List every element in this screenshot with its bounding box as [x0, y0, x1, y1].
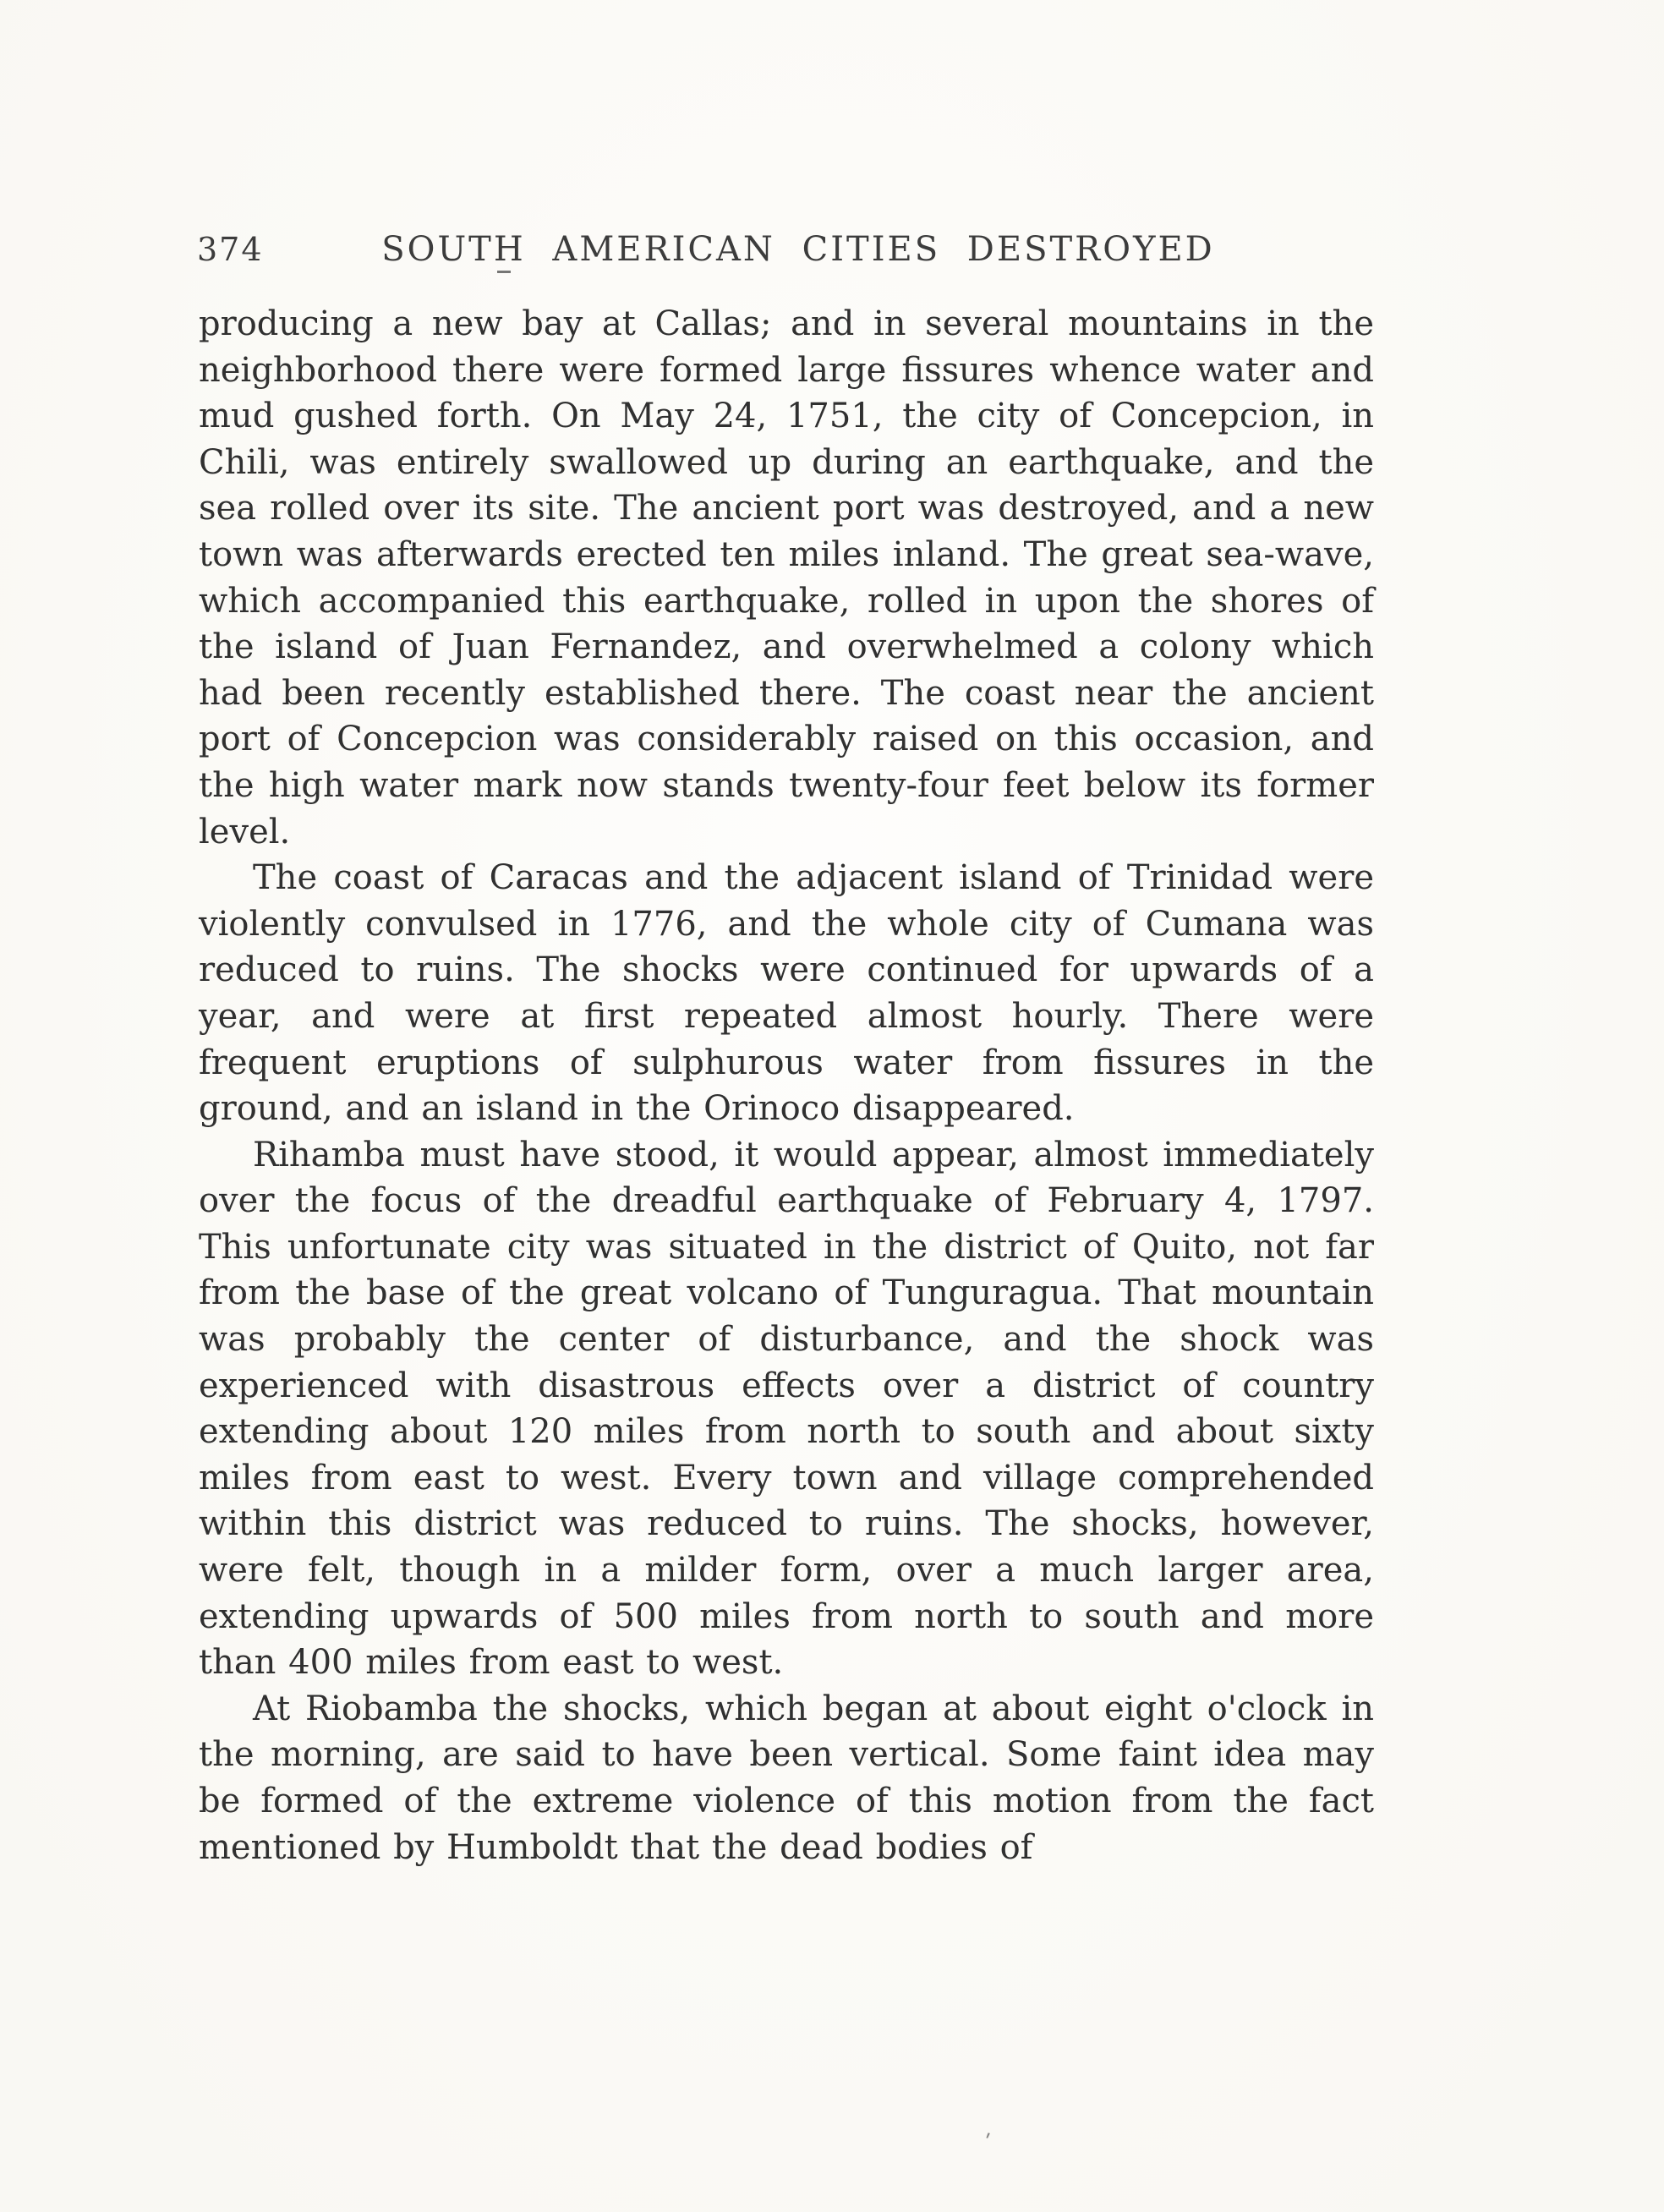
page-title: SOUTH AMERICAN CITIES DESTROYED [381, 230, 1215, 269]
paragraph: At Riobamba the shocks, which began at about eight o'clock in the morning, are said to have been vertical. Some faint idea may be formed of the extreme violence of this motion from the fact mentioned by Humboldt that the dead bodies of [199, 1689, 1374, 1867]
scan-artifact-mark: ʹ [980, 2130, 993, 2157]
paragraph: Rihamba must have stood, it would appear, almost immediately over the focus of the dreadful earthquake of February 4, 1797. This unfortunate city was situated in the district of Quito, not far from the base of the great volcano of Tunguragua. That mountain was probably the center of disturbance, and the shock was experienced with disastrous effects over a district of country extending about 120 miles from north to south and about sixty miles from east to west. Every town and village comprehended within this district was reduced to ruins. The shocks, however, were felt, though in a milder form, over a much larger area, extending upwards of 500 miles from north to south and more than 400 miles from east to west. [199, 1135, 1374, 1683]
page-number: 374 [197, 231, 264, 268]
running-header [197, 230, 1374, 269]
body-text-block [199, 301, 1374, 1870]
paragraph: The coast of Caracas and the adjacent island of Trinidad were violently convulsed in 1776, and the whole city of Cumana was reduced to ruins. The shocks were continued for upwards of a year, and were at first repeated almost hourly. There were frequent eruptions of sulphurous water from fissures in the ground, and an island in the Orinoco disappeared. [199, 858, 1374, 1129]
scan-artifact-underline [497, 271, 511, 273]
paragraph-continuation: producing a new bay at Callas; and in several mountains in the neighborhood there were formed large fissures whence water and mud gushed forth. On May 24, 1751, the city of Concepcion, in Chili, was entirely swallowed up during an earthquake, and the sea rolled over its site. The ancient port was destroyed, and a new town was afterwards erected ten miles inland. The great sea-wave, which accompanied this earthquake, rolled in upon the shores of the island of Juan Fernandez, and overwhelmed a colony which had been recently established there. The coast near the ancient port of Concepcion was considerably raised on this occasion, and the high water mark now stands twenty-four feet below its former level. [199, 304, 1374, 851]
